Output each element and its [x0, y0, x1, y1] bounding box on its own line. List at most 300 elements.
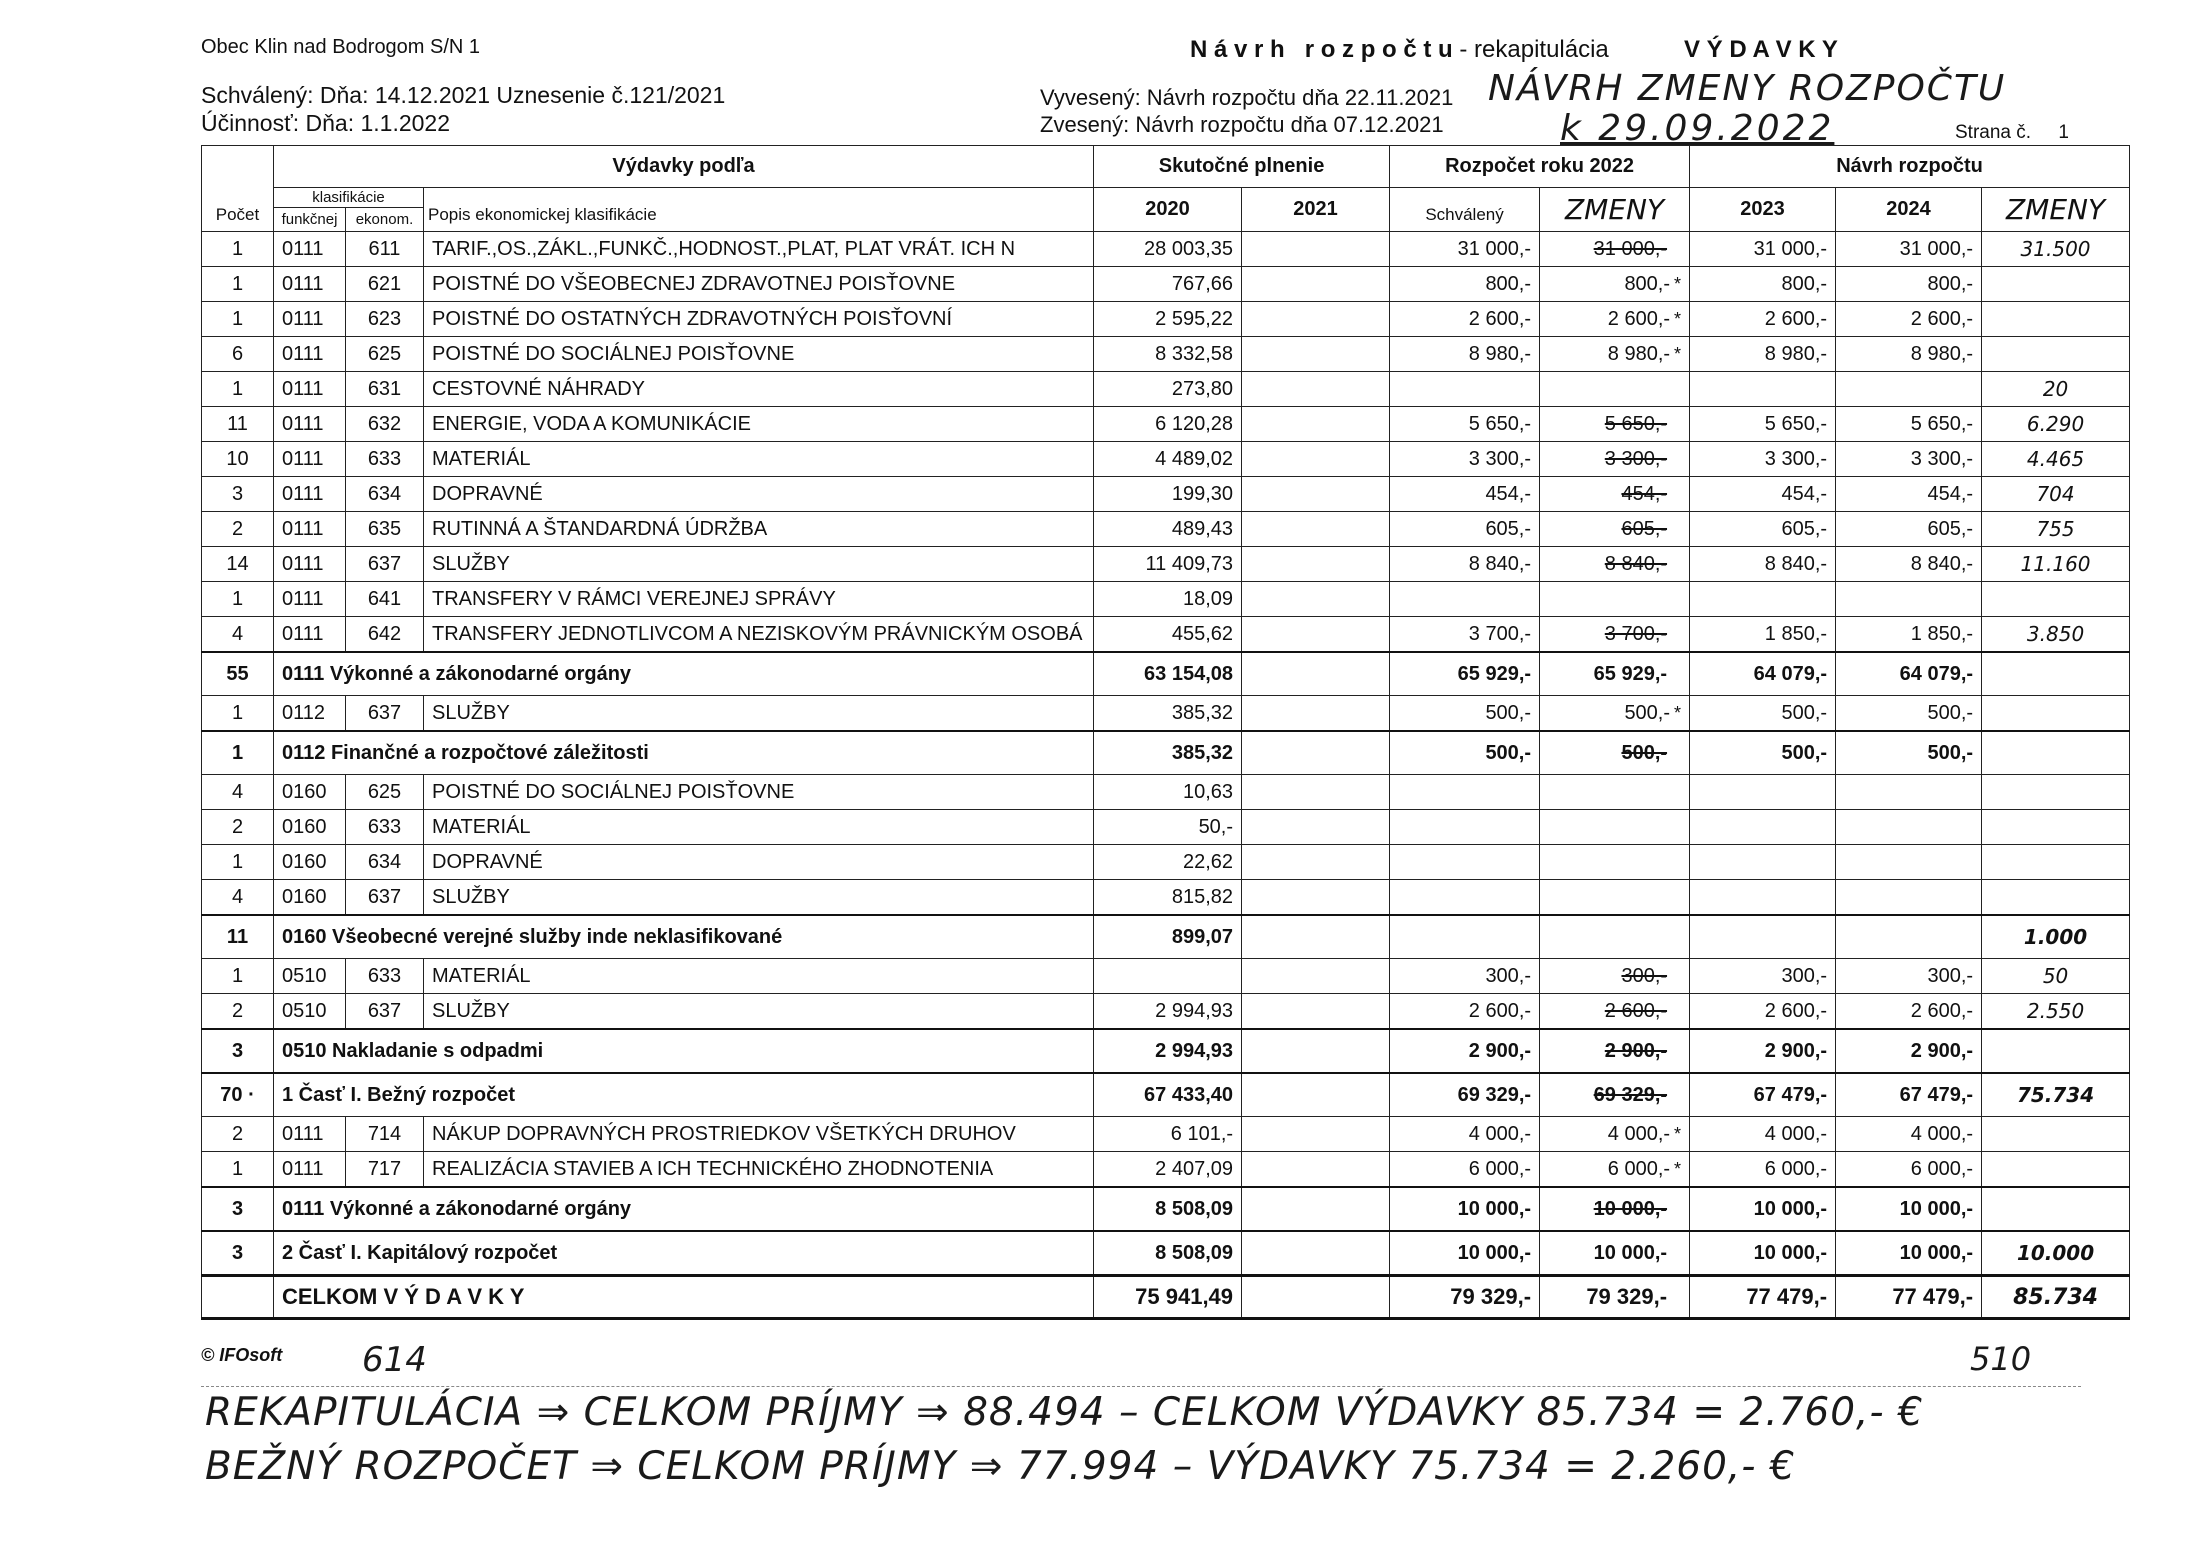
subtotal-row — [202, 1029, 2130, 1073]
table-row — [202, 232, 2130, 267]
zmeny-value: 3 300,- — [1604, 447, 1668, 470]
funkcna-cell: 0111 — [274, 477, 346, 512]
schvaleny-cell: 69 329,- — [1390, 1073, 1540, 1117]
table-row — [202, 1117, 2130, 1152]
popis-cell: TARIF.,OS.,ZÁKL.,FUNKČ.,HODNOST.,PLAT, PLAT VRÁT. ICH N — [424, 232, 1094, 267]
zmeny-cell — [1540, 617, 1690, 653]
handwritten-change-cell: 31.500 — [1982, 232, 2130, 267]
popis-cell: SLUŽBY — [424, 696, 1094, 732]
group-label-cell: 2 Časť I. Kapitálový rozpočet — [274, 1231, 1094, 1276]
popis-header: Popis ekonomickej klasifikácie — [424, 188, 1094, 232]
skutocne-2021-cell — [1242, 731, 1390, 775]
navrh-2023-cell — [1690, 880, 1836, 916]
zmeny-cell — [1540, 696, 1690, 732]
zmeny-value: 8 980,- — [1607, 342, 1671, 365]
handwritten-change-cell: 85.734 — [1982, 1276, 2130, 1319]
ekonom-cell: 637 — [346, 994, 424, 1030]
schvaleny-cell: 31 000,- — [1390, 232, 1540, 267]
popis-cell: DOPRAVNÉ — [424, 477, 1094, 512]
zmeny-value: 10 000,- — [1593, 1197, 1668, 1220]
skutocne-plnenie-header: Skutočné plnenie — [1094, 146, 1390, 188]
title-suffix: - rekapitulácia — [1459, 36, 1609, 63]
schvaleny-cell: 8 980,- — [1390, 337, 1540, 372]
zmeny-cell — [1540, 731, 1690, 775]
ifosoft-mark: © IFOsoft — [201, 1345, 283, 1365]
year-2021-header: 2021 — [1242, 188, 1390, 232]
popis-cell: SLUŽBY — [424, 880, 1094, 916]
zmeny-cell — [1540, 845, 1690, 880]
zmeny-value: 4 000,- — [1607, 1122, 1671, 1145]
skutocne-2020-cell: 22,62 — [1094, 845, 1242, 880]
navrh-2024-cell — [1836, 915, 1982, 959]
ekonom-cell: 717 — [346, 1152, 424, 1188]
skutocne-2020-cell: 75 941,49 — [1094, 1276, 1242, 1319]
navrh-2024-cell: 8 840,- — [1836, 547, 1982, 582]
schvaleny-cell: 800,- — [1390, 267, 1540, 302]
pocet-cell: 1 — [202, 845, 274, 880]
zmeny-cell — [1540, 880, 1690, 916]
funkcna-cell: 0510 — [274, 994, 346, 1030]
asterisk-mark-icon: * — [1674, 308, 1682, 329]
zmeny-cell — [1540, 1152, 1690, 1188]
ekonom-cell: 623 — [346, 302, 424, 337]
schvaleny-cell: 300,- — [1390, 959, 1540, 994]
zmeny2-header-handwritten: ZMENY — [1982, 188, 2130, 232]
skutocne-2020-cell: 67 433,40 — [1094, 1073, 1242, 1117]
navrh-2023-cell — [1690, 915, 1836, 959]
schvaleny-cell: 79 329,- — [1390, 1276, 1540, 1319]
expenditure-table — [201, 145, 2130, 1320]
zmeny-cell — [1540, 775, 1690, 810]
popis-cell: POISTNÉ DO SOCIÁLNEJ POISŤOVNE — [424, 337, 1094, 372]
subtotal-row — [202, 1231, 2130, 1276]
group-label-cell: 0112 Finančné a rozpočtové záležitosti — [274, 731, 1094, 775]
zmeny-cell — [1540, 512, 1690, 547]
navrh-2024-cell: 2 600,- — [1836, 302, 1982, 337]
zmeny-cell — [1540, 1117, 1690, 1152]
popis-cell: NÁKUP DOPRAVNÝCH PROSTRIEDKOV VŠETKÝCH DRUHOV — [424, 1117, 1094, 1152]
group-label-cell: 1 Časť I. Bežný rozpočet — [274, 1073, 1094, 1117]
navrh-2023-cell: 8 980,- — [1690, 337, 1836, 372]
funkcna-cell: 0111 — [274, 617, 346, 653]
schvaleny-cell: 605,- — [1390, 512, 1540, 547]
navrh-2023-cell: 454,- — [1690, 477, 1836, 512]
schvaleny-cell: 500,- — [1390, 696, 1540, 732]
zmeny-cell — [1540, 267, 1690, 302]
popis-cell: MATERIÁL — [424, 959, 1094, 994]
table-row — [202, 810, 2130, 845]
handwritten-510: 510 — [1970, 1340, 2032, 1378]
handwritten-change-cell: 4.465 — [1982, 442, 2130, 477]
pocet-cell: 3 — [202, 1231, 274, 1276]
funkcnej-header: funkčnej — [274, 208, 346, 232]
table-row — [202, 512, 2130, 547]
table-row — [202, 547, 2130, 582]
schvaleny-cell: 6 000,- — [1390, 1152, 1540, 1188]
handwritten-change-cell: 1.000 — [1982, 915, 2130, 959]
popis-cell: TRANSFERY JEDNOTLIVCOM A NEZISKOVÝM PRÁVNICKÝM OSOBÁ — [424, 617, 1094, 653]
pocet-cell: 6 — [202, 337, 274, 372]
year-2020-header: 2020 — [1094, 188, 1242, 232]
pocet-header-blank — [202, 146, 274, 188]
skutocne-2021-cell — [1242, 959, 1390, 994]
zmeny-value: 2 900,- — [1604, 1039, 1668, 1062]
skutocne-2021-cell — [1242, 845, 1390, 880]
table-row — [202, 407, 2130, 442]
schvaleny-cell: 3 700,- — [1390, 617, 1540, 653]
navrh-2024-cell: 10 000,- — [1836, 1231, 1982, 1276]
navrh-2023-cell: 10 000,- — [1690, 1187, 1836, 1231]
handwritten-change-cell — [1982, 880, 2130, 916]
group-label-cell: CELKOM V Ý D A V K Y — [274, 1276, 1094, 1319]
navrh-2023-cell: 10 000,- — [1690, 1231, 1836, 1276]
document-title — [1190, 36, 1609, 64]
navrh-2023-cell: 8 840,- — [1690, 547, 1836, 582]
skutocne-2021-cell — [1242, 547, 1390, 582]
navrh-2023-cell: 1 850,- — [1690, 617, 1836, 653]
funkcna-cell: 0160 — [274, 810, 346, 845]
schvaleny-cell — [1390, 915, 1540, 959]
skutocne-2021-cell — [1242, 232, 1390, 267]
popis-cell: MATERIÁL — [424, 810, 1094, 845]
zmeny-value: 500,- — [1621, 741, 1668, 764]
pocet-cell: 10 — [202, 442, 274, 477]
skutocne-2021-cell — [1242, 810, 1390, 845]
skutocne-2020-cell: 2 407,09 — [1094, 1152, 1242, 1188]
handwritten-change-cell: 75.734 — [1982, 1073, 2130, 1117]
table-body — [202, 232, 2130, 1319]
skutocne-2021-cell — [1242, 1276, 1390, 1319]
skutocne-2021-cell — [1242, 477, 1390, 512]
skutocne-2020-cell: 8 332,58 — [1094, 337, 1242, 372]
zmeny-value: 2 600,- — [1607, 307, 1671, 330]
schvaleny-cell: 8 840,- — [1390, 547, 1540, 582]
pocet-cell: 1 — [202, 372, 274, 407]
zmeny-cell — [1540, 372, 1690, 407]
handwritten-change-cell: 20 — [1982, 372, 2130, 407]
handwritten-614: 614 — [362, 1340, 427, 1380]
navrh-2023-cell — [1690, 372, 1836, 407]
recap-line-2: BEŽNÝ ROZPOČET ⇒ CELKOM PRÍJMY ⇒ 77.994 – VÝDAVKY 75.734 = 2.260,- € — [205, 1444, 1796, 1489]
navrh-2024-cell: 31 000,- — [1836, 232, 1982, 267]
ekonom-cell: 625 — [346, 775, 424, 810]
popis-cell: SLUŽBY — [424, 994, 1094, 1030]
zmeny-value: 69 329,- — [1593, 1083, 1668, 1106]
pocet-header: Počet — [202, 188, 274, 232]
handwritten-change-cell — [1982, 337, 2130, 372]
ekonom-cell: 714 — [346, 1117, 424, 1152]
navrh-2024-cell: 500,- — [1836, 696, 1982, 732]
asterisk-mark-icon: * — [1674, 1123, 1682, 1144]
navrh-2024-cell: 64 079,- — [1836, 652, 1982, 696]
zmeny-value: 800,- — [1624, 272, 1671, 295]
zmeny-value: 605,- — [1621, 517, 1668, 540]
table-row — [202, 845, 2130, 880]
group-label-cell: 0510 Nakladanie s odpadmi — [274, 1029, 1094, 1073]
skutocne-2020-cell: 2 595,22 — [1094, 302, 1242, 337]
schvaleny-cell — [1390, 845, 1540, 880]
skutocne-2020-cell: 18,09 — [1094, 582, 1242, 617]
handwritten-change-cell: 10.000 — [1982, 1231, 2130, 1276]
handwritten-change-cell — [1982, 696, 2130, 732]
skutocne-2021-cell — [1242, 617, 1390, 653]
table-row — [202, 959, 2130, 994]
schvaleny-cell — [1390, 880, 1540, 916]
ekonom-cell: 632 — [346, 407, 424, 442]
funkcna-cell: 0111 — [274, 267, 346, 302]
navrh-2024-cell — [1836, 582, 1982, 617]
zmeny-value: 6 000,- — [1607, 1157, 1671, 1180]
navrh-2023-cell: 300,- — [1690, 959, 1836, 994]
zmeny-cell — [1540, 442, 1690, 477]
skutocne-2020-cell: 6 101,- — [1094, 1117, 1242, 1152]
skutocne-2021-cell — [1242, 582, 1390, 617]
funkcna-cell: 0160 — [274, 845, 346, 880]
navrh-2023-cell: 5 650,- — [1690, 407, 1836, 442]
handwritten-change-cell — [1982, 775, 2130, 810]
ekonom-cell: 641 — [346, 582, 424, 617]
skutocne-2021-cell — [1242, 1073, 1390, 1117]
subtotal-row — [202, 652, 2130, 696]
popis-cell: POISTNÉ DO SOCIÁLNEJ POISŤOVNE — [424, 775, 1094, 810]
year-2023-header: 2023 — [1690, 188, 1836, 232]
table-row — [202, 880, 2130, 916]
handwritten-change-cell: 755 — [1982, 512, 2130, 547]
pocet-cell: 1 — [202, 267, 274, 302]
navrh-2023-cell: 3 300,- — [1690, 442, 1836, 477]
navrh-2023-cell: 500,- — [1690, 696, 1836, 732]
navrh-2024-cell: 300,- — [1836, 959, 1982, 994]
effective-line: Účinnosť: Dňa: 1.1.2022 — [201, 110, 451, 136]
funkcna-cell: 0160 — [274, 880, 346, 916]
skutocne-2020-cell: 2 994,93 — [1094, 1029, 1242, 1073]
asterisk-mark-icon: * — [1674, 702, 1682, 723]
navrh-2024-cell: 5 650,- — [1836, 407, 1982, 442]
pocet-cell: 2 — [202, 994, 274, 1030]
ekonom-cell: 621 — [346, 267, 424, 302]
navrh-2024-cell: 1 850,- — [1836, 617, 1982, 653]
navrh-2024-cell: 6 000,- — [1836, 1152, 1982, 1188]
pocet-cell: 1 — [202, 696, 274, 732]
zmeny-cell — [1540, 302, 1690, 337]
navrh-2023-cell: 77 479,- — [1690, 1276, 1836, 1319]
funkcna-cell: 0111 — [274, 512, 346, 547]
skutocne-2021-cell — [1242, 915, 1390, 959]
handwritten-change-cell: 6.290 — [1982, 407, 2130, 442]
skutocne-2021-cell — [1242, 880, 1390, 916]
navrh-2024-cell — [1836, 845, 1982, 880]
handwritten-change-cell: 3.850 — [1982, 617, 2130, 653]
zmeny-value: 31 000,- — [1593, 237, 1668, 260]
recap-line-1: REKAPITULÁCIA ⇒ CELKOM PRÍJMY ⇒ 88.494 – CELKOM VÝDAVKY 85.734 = 2.760,- € — [205, 1390, 1924, 1435]
pocet-cell — [202, 1276, 274, 1319]
zmeny-header-handwritten: ZMENY — [1540, 188, 1690, 232]
zmeny-cell — [1540, 994, 1690, 1030]
group-label-cell: 0160 Všeobecné verejné služby inde neklasifikované — [274, 915, 1094, 959]
ekonom-cell: 633 — [346, 810, 424, 845]
handwritten-change-cell: 11.160 — [1982, 547, 2130, 582]
vydavky-podla-header: Výdavky podľa — [274, 146, 1094, 188]
table-row — [202, 267, 2130, 302]
ekonom-cell: 634 — [346, 845, 424, 880]
navrh-2023-cell — [1690, 775, 1836, 810]
funkcna-cell: 0111 — [274, 302, 346, 337]
schvaleny-cell: 2 600,- — [1390, 994, 1540, 1030]
skutocne-2021-cell — [1242, 1117, 1390, 1152]
skutocne-2020-cell: 199,30 — [1094, 477, 1242, 512]
funkcna-cell: 0160 — [274, 775, 346, 810]
handwritten-change-cell — [1982, 582, 2130, 617]
posted-line: Vyvesený: Návrh rozpočtu dňa 22.11.2021 — [1040, 85, 1454, 110]
skutocne-2020-cell: 767,66 — [1094, 267, 1242, 302]
asterisk-mark-icon: * — [1674, 343, 1682, 364]
navrh-2023-cell: 2 600,- — [1690, 302, 1836, 337]
navrh-2023-cell: 2 900,- — [1690, 1029, 1836, 1073]
popis-cell: TRANSFERY V RÁMCI VEREJNEJ SPRÁVY — [424, 582, 1094, 617]
pocet-cell: 1 — [202, 582, 274, 617]
pocet-cell: 1 — [202, 1152, 274, 1188]
schvaleny-cell: 10 000,- — [1390, 1231, 1540, 1276]
funkcna-cell: 0111 — [274, 442, 346, 477]
skutocne-2021-cell — [1242, 652, 1390, 696]
schvaleny-cell: 454,- — [1390, 477, 1540, 512]
table-row — [202, 582, 2130, 617]
skutocne-2020-cell: 50,- — [1094, 810, 1242, 845]
zmeny-value: 65 929,- — [1593, 662, 1668, 685]
skutocne-2021-cell — [1242, 775, 1390, 810]
skutocne-2021-cell — [1242, 302, 1390, 337]
popis-cell: ENERGIE, VODA A KOMUNIKÁCIE — [424, 407, 1094, 442]
ekonom-cell: 631 — [346, 372, 424, 407]
schvaleny-cell: 2 900,- — [1390, 1029, 1540, 1073]
handwritten-change-cell — [1982, 731, 2130, 775]
handwritten-date: k 29.09.2022 — [1560, 108, 1835, 149]
category-title: V Ý D A V K Y — [1684, 36, 1838, 63]
skutocne-2020-cell: 2 994,93 — [1094, 994, 1242, 1030]
navrh-rozpoctu-header: Návrh rozpočtu — [1690, 146, 2130, 188]
zmeny-value: 8 840,- — [1604, 552, 1668, 575]
handwritten-change-cell: 704 — [1982, 477, 2130, 512]
popis-cell: POISTNÉ DO VŠEOBECNEJ ZDRAVOTNEJ POISŤOVNE — [424, 267, 1094, 302]
zmeny-cell — [1540, 1073, 1690, 1117]
pocet-cell: 2 — [202, 1117, 274, 1152]
navrh-2023-cell: 31 000,- — [1690, 232, 1836, 267]
popis-cell: SLUŽBY — [424, 547, 1094, 582]
skutocne-2020-cell: 899,07 — [1094, 915, 1242, 959]
municipality-name: Obec Klin nad Bodrogom S/N 1 — [201, 36, 481, 58]
navrh-2023-cell: 64 079,- — [1690, 652, 1836, 696]
schvaleny-cell: 3 300,- — [1390, 442, 1540, 477]
funkcna-cell: 0510 — [274, 959, 346, 994]
skutocne-2021-cell — [1242, 1187, 1390, 1231]
skutocne-2021-cell — [1242, 1029, 1390, 1073]
skutocne-2021-cell — [1242, 512, 1390, 547]
schvaleny-cell: 5 650,- — [1390, 407, 1540, 442]
table-row — [202, 1152, 2130, 1188]
ekonom-cell: 611 — [346, 232, 424, 267]
funkcna-cell: 0111 — [274, 547, 346, 582]
navrh-2024-cell — [1836, 810, 1982, 845]
popis-cell: CESTOVNÉ NÁHRADY — [424, 372, 1094, 407]
schvaleny-header: Schválený — [1390, 188, 1540, 232]
skutocne-2021-cell — [1242, 267, 1390, 302]
page-number: 1 — [2058, 122, 2069, 143]
group-label-cell: 0111 Výkonné a zákonodarné orgány — [274, 1187, 1094, 1231]
navrh-2023-cell: 2 600,- — [1690, 994, 1836, 1030]
handwritten-change-cell — [1982, 1117, 2130, 1152]
navrh-2024-cell: 4 000,- — [1836, 1117, 1982, 1152]
subtotal-row — [202, 1187, 2130, 1231]
ekonom-cell: 637 — [346, 880, 424, 916]
skutocne-2020-cell: 6 120,28 — [1094, 407, 1242, 442]
funkcna-cell: 0111 — [274, 232, 346, 267]
navrh-2024-cell: 605,- — [1836, 512, 1982, 547]
navrh-2023-cell — [1690, 845, 1836, 880]
skutocne-2020-cell: 815,82 — [1094, 880, 1242, 916]
group-label-cell: 0111 Výkonné a zákonodarné orgány — [274, 652, 1094, 696]
pocet-cell: 14 — [202, 547, 274, 582]
ekonom-cell: 633 — [346, 442, 424, 477]
subtotal-row — [202, 1073, 2130, 1117]
zmeny-value: 79 329,- — [1586, 1284, 1668, 1309]
schvaleny-cell: 65 929,- — [1390, 652, 1540, 696]
schvaleny-cell: 2 600,- — [1390, 302, 1540, 337]
schvaleny-cell: 500,- — [1390, 731, 1540, 775]
navrh-2023-cell: 67 479,- — [1690, 1073, 1836, 1117]
removed-line: Zvesený: Návrh rozpočtu dňa 07.12.2021 — [1040, 112, 1444, 137]
funkcna-cell: 0111 — [274, 1117, 346, 1152]
popis-cell: DOPRAVNÉ — [424, 845, 1094, 880]
handwritten-change-cell: 50 — [1982, 959, 2130, 994]
zmeny-cell — [1540, 232, 1690, 267]
zmeny-cell — [1540, 1276, 1690, 1319]
pocet-cell: 11 — [202, 915, 274, 959]
table-row — [202, 302, 2130, 337]
total-row — [202, 1276, 2130, 1319]
popis-cell: MATERIÁL — [424, 442, 1094, 477]
navrh-2024-cell: 454,- — [1836, 477, 1982, 512]
skutocne-2021-cell — [1242, 994, 1390, 1030]
skutocne-2020-cell: 455,62 — [1094, 617, 1242, 653]
title-spaced: N á v r h r o z p o č t u — [1190, 36, 1453, 63]
zmeny-cell — [1540, 915, 1690, 959]
zmeny-cell — [1540, 547, 1690, 582]
navrh-2024-cell: 2 900,- — [1836, 1029, 1982, 1073]
pocet-cell: 70 · — [202, 1073, 274, 1117]
table-row — [202, 617, 2130, 653]
popis-cell: REALIZÁCIA STAVIEB A ICH TECHNICKÉHO ZHODNOTENIA — [424, 1152, 1094, 1188]
schvaleny-cell: 10 000,- — [1390, 1187, 1540, 1231]
ekonom-cell: 642 — [346, 617, 424, 653]
skutocne-2021-cell — [1242, 442, 1390, 477]
subtotal-row — [202, 915, 2130, 959]
skutocne-2020-cell: 8 508,09 — [1094, 1231, 1242, 1276]
popis-cell: RUTINNÁ A ŠTANDARDNÁ ÚDRŽBA — [424, 512, 1094, 547]
ekonom-cell: 637 — [346, 696, 424, 732]
navrh-2023-cell: 6 000,- — [1690, 1152, 1836, 1188]
navrh-2024-cell — [1836, 372, 1982, 407]
navrh-2024-cell: 10 000,- — [1836, 1187, 1982, 1231]
skutocne-2020-cell: 489,43 — [1094, 512, 1242, 547]
navrh-2024-cell: 3 300,- — [1836, 442, 1982, 477]
pocet-cell: 2 — [202, 810, 274, 845]
skutocne-2020-cell: 10,63 — [1094, 775, 1242, 810]
asterisk-mark-icon: * — [1674, 1158, 1682, 1179]
handwritten-change-cell — [1982, 267, 2130, 302]
ekonom-cell: 637 — [346, 547, 424, 582]
pocet-cell: 11 — [202, 407, 274, 442]
subtotal-row — [202, 731, 2130, 775]
